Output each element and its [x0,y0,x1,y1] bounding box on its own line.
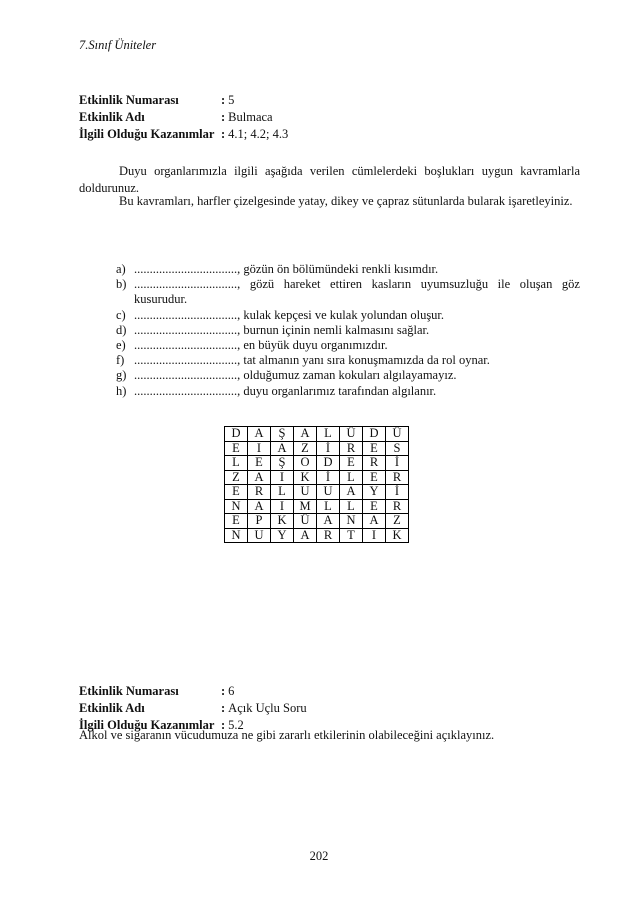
grid-cell: U [294,485,317,500]
grid-row [225,441,409,456]
activity-name-row [79,109,599,126]
clue-item [116,308,580,323]
grid-row [225,470,409,485]
grid-cell: E [225,441,248,456]
grid-cell: D [317,456,340,471]
grid-cell: Ş [271,427,294,442]
colon: : [221,93,226,107]
clue-letter: h) [116,383,127,398]
grid-cell: E [363,499,386,514]
clue-item [116,353,580,368]
grid-cell: A [294,427,317,442]
grid-cell: U [317,485,340,500]
colon: : [221,684,226,698]
activity-number-label: Etkinlik Numarası [79,684,179,698]
instruction-paragraph-1 [79,163,580,197]
instruction-2-text: Bu kavramları, harfler çizelgesinde yatay, dikey ve çapraz sütunlarda bularak işaretleyiniz. [119,194,573,208]
grid-cell: N [340,514,363,529]
grid-row [225,528,409,543]
grid-cell: I [363,528,386,543]
grid-cell: Y [363,485,386,500]
clue-item [116,262,580,277]
grid-cell: A [248,470,271,485]
clue-text: ................................., burnun içinin nemli kalmasını sağlar. [134,322,430,337]
grid-cell: R [248,485,271,500]
grid-cell: Z [294,441,317,456]
clue-item [116,384,580,399]
clue-text: ................................., tat almanın yanı sıra konuşmamızda da rol oynar. [134,353,490,368]
grid-cell: P [248,514,271,529]
grid-cell: L [340,499,363,514]
grid-cell: İ [386,456,409,471]
grid-cell: R [340,441,363,456]
grid-cell: İ [317,441,340,456]
clue-text: ................................., gözün ön bölümündeki renkli kısımdır. [134,262,439,276]
clue-text: ................................., kulak kepçesi ve kulak yolundan oluşur. [134,307,445,322]
grid-cell: Ü [340,427,363,442]
grid-row [225,427,409,442]
grid-row [225,514,409,529]
activity-6-info [79,683,599,734]
grid-body [225,427,409,543]
grid-cell: E [363,470,386,485]
grid-cell: D [225,427,248,442]
clue-letter: f) [116,353,125,368]
instruction-paragraph-2 [79,193,580,210]
activity-outcomes-label: İlgili Olduğu Kazanımlar [79,127,215,141]
open-ended-question: Alkol ve sigaranın vücudumuza ne gibi zararlı etkilerinin olabileceğini açıklayınız. [79,728,495,742]
grid-cell: M [294,499,317,514]
grid-cell: L [271,485,294,500]
clue-item [116,277,580,307]
grid-cell: N [225,499,248,514]
clue-list [116,262,580,399]
grid-cell: Z [386,514,409,529]
grid-cell: T [340,528,363,543]
grid-cell: L [317,499,340,514]
clue-text: ................................., gözü hareket ettiren kasların uyumsuzluğu ile oluşan göz kusurudur. [134,277,580,307]
clue-letter: c) [116,307,126,322]
clue-item [116,323,580,338]
activity-number-value: 6 [228,684,235,698]
grid-cell: I [271,499,294,514]
grid-cell: D [363,427,386,442]
activity-name-label: Etkinlik Adı [79,110,145,124]
page-header: 7.Sınıf Üniteler [79,38,157,52]
grid-row [225,456,409,471]
clue-item [116,368,580,383]
grid-cell: E [340,456,363,471]
clue-letter: d) [116,322,127,337]
grid-cell: Ü [386,427,409,442]
grid-cell: R [386,499,409,514]
grid-cell: İ [317,470,340,485]
grid-cell: A [271,441,294,456]
grid-row [225,499,409,514]
grid-cell: A [340,485,363,500]
grid-cell: R [317,528,340,543]
grid-cell: K [386,528,409,543]
grid-cell: I [248,441,271,456]
colon: : [221,110,226,124]
colon: : [221,127,226,141]
instruction-1-text: Duyu organlarımızla ilgili aşağıda verilen cümlelerdeki boşlukları uygun kavramlarla doldurunuz. [79,164,580,195]
colon: : [221,718,226,732]
activity-outcomes-value: 4.1; 4.2; 4.3 [228,127,289,141]
grid-cell: A [248,499,271,514]
grid-cell: K [294,470,317,485]
grid-cell: O [294,456,317,471]
grid-cell: L [340,470,363,485]
grid-cell: L [317,427,340,442]
grid-cell: R [363,456,386,471]
grid-cell: E [225,514,248,529]
grid-cell: A [363,514,386,529]
clue-letter: a) [116,262,126,276]
activity-outcomes-value: 5.2 [228,718,244,732]
clue-item [116,338,580,353]
activity-number-value: 5 [228,93,235,107]
clue-text: ................................., en büyük duyu organımızdır. [134,338,388,353]
activity-name-value: Bulmaca [228,110,273,124]
clue-letter: b) [116,277,127,292]
grid-row [225,485,409,500]
clue-letter: g) [116,368,127,383]
grid-cell: Y [271,528,294,543]
grid-cell: E [248,456,271,471]
grid-cell: S [386,441,409,456]
colon: : [221,701,226,715]
activity-outcomes-row [79,126,599,143]
grid-cell: E [363,441,386,456]
activity-name-row [79,700,599,717]
grid-cell: R [386,470,409,485]
activity-number-row [79,92,599,109]
grid-cell: K [271,514,294,529]
grid-cell: U [248,528,271,543]
activity-name-label: Etkinlik Adı [79,701,145,715]
clue-text: ................................., olduğumuz zaman kokuları algılayamayız. [134,368,457,383]
activity-number-row [79,683,599,700]
grid-cell: I [271,470,294,485]
grid-cell: Z [225,470,248,485]
clue-text: ................................., duyu organlarımız tarafından algılanır. [134,383,437,398]
grid-cell: Ü [294,514,317,529]
grid-cell: A [294,528,317,543]
clue-letter: e) [116,338,126,353]
grid-cell: N [225,528,248,543]
grid-cell: Ş [271,456,294,471]
word-search-grid [224,426,409,543]
grid-cell: İ [386,485,409,500]
page-number: 202 [309,849,329,863]
grid-cell: A [317,514,340,529]
grid-cell: L [225,456,248,471]
activity-name-value: Açık Uçlu Soru [228,701,307,715]
activity-number-label: Etkinlik Numarası [79,93,179,107]
activity-outcomes-label: İlgili Olduğu Kazanımlar [79,718,215,732]
grid-cell: A [248,427,271,442]
activity-5-info [79,92,599,143]
grid-cell: E [225,485,248,500]
